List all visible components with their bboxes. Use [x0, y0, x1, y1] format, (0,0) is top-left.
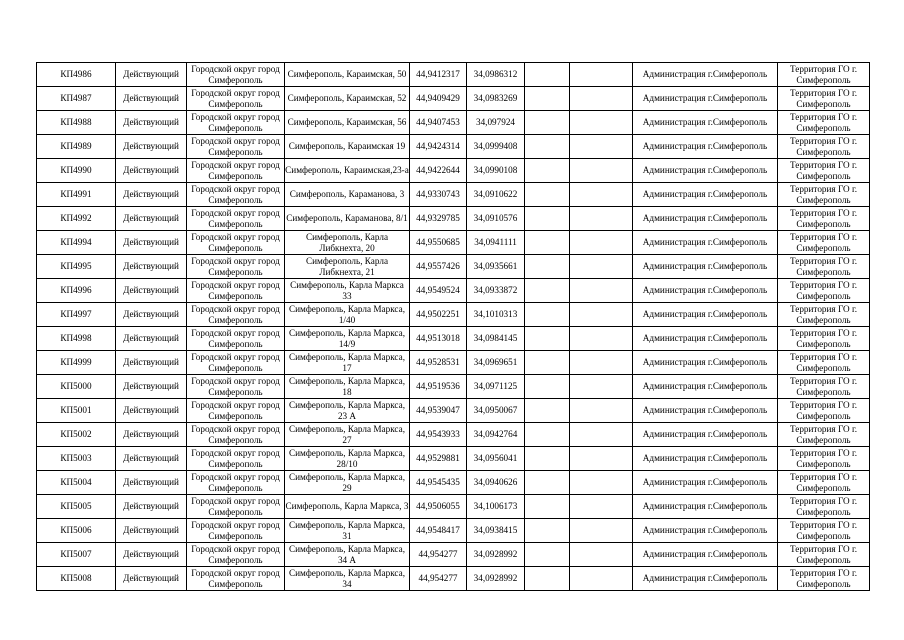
cell-territory: Территория ГО г. Симферополь [778, 399, 870, 423]
cell-territory: Территория ГО г. Симферополь [778, 183, 870, 207]
cell-address: Симферополь, Караманова, 3 [285, 183, 410, 207]
cell-district: Городской округ город Симферополь [187, 303, 285, 327]
cell-territory: Территория ГО г. Симферополь [778, 87, 870, 111]
cell-administration: Администрация г.Симферополь [633, 375, 778, 399]
cell-status: Действующий [116, 255, 187, 279]
cell-empty [570, 495, 633, 519]
cell-status: Действующий [116, 567, 187, 591]
cell-administration: Администрация г.Симферополь [633, 87, 778, 111]
cell-status: Действующий [116, 303, 187, 327]
cell-code: КП4992 [37, 207, 116, 231]
cell-longitude: 34,0969651 [467, 351, 525, 375]
cell-administration: Администрация г.Симферополь [633, 399, 778, 423]
cell-code: КП5006 [37, 519, 116, 543]
cell-longitude: 34,0956041 [467, 447, 525, 471]
cell-longitude: 34,0910576 [467, 207, 525, 231]
cell-administration: Администрация г.Симферополь [633, 351, 778, 375]
cell-district: Городской округ город Симферополь [187, 135, 285, 159]
cell-district: Городской округ город Симферополь [187, 519, 285, 543]
cell-latitude: 44,9506055 [410, 495, 467, 519]
cell-territory: Территория ГО г. Симферополь [778, 279, 870, 303]
cell-status: Действующий [116, 423, 187, 447]
cell-address: Симферополь, Карла Либкнехта, 20 [285, 231, 410, 255]
cell-longitude: 34,0938415 [467, 519, 525, 543]
cell-empty [525, 279, 570, 303]
cell-district: Городской округ город Симферополь [187, 63, 285, 87]
cell-latitude: 44,9502251 [410, 303, 467, 327]
cell-empty [525, 519, 570, 543]
cell-status: Действующий [116, 159, 187, 183]
cell-territory: Территория ГО г. Симферополь [778, 423, 870, 447]
cell-empty [525, 375, 570, 399]
cell-longitude: 34,0940626 [467, 471, 525, 495]
cell-longitude: 34,0942764 [467, 423, 525, 447]
cell-district: Городской округ город Симферополь [187, 423, 285, 447]
cell-address: Симферополь, Карла Маркса, 28/10 [285, 447, 410, 471]
cell-empty [570, 447, 633, 471]
cell-code: КП4999 [37, 351, 116, 375]
cell-district: Городской округ город Симферополь [187, 447, 285, 471]
table-row [37, 447, 870, 471]
cell-administration: Администрация г.Симферополь [633, 63, 778, 87]
cell-territory: Территория ГО г. Симферополь [778, 495, 870, 519]
cell-code: КП5004 [37, 471, 116, 495]
cell-administration: Администрация г.Симферополь [633, 543, 778, 567]
cell-longitude: 34,0971125 [467, 375, 525, 399]
cell-address: Симферополь, Караимская, 50 [285, 63, 410, 87]
cell-district: Городской округ город Симферополь [187, 327, 285, 351]
cell-code: КП4989 [37, 135, 116, 159]
cell-territory: Территория ГО г. Симферополь [778, 543, 870, 567]
cell-longitude: 34,0986312 [467, 63, 525, 87]
cell-district: Городской округ город Симферополь [187, 87, 285, 111]
cell-territory: Территория ГО г. Симферополь [778, 567, 870, 591]
cell-status: Действующий [116, 207, 187, 231]
cell-status: Действующий [116, 111, 187, 135]
cell-empty [570, 303, 633, 327]
cell-longitude: 34,0941111 [467, 231, 525, 255]
cell-empty [570, 279, 633, 303]
cell-empty [525, 183, 570, 207]
cell-empty [525, 327, 570, 351]
cell-empty [525, 111, 570, 135]
cell-status: Действующий [116, 63, 187, 87]
cell-empty [525, 495, 570, 519]
table-row [37, 63, 870, 87]
cell-empty [525, 447, 570, 471]
cell-address: Симферополь, Караимская 19 [285, 135, 410, 159]
cell-longitude: 34,0928992 [467, 567, 525, 591]
cell-empty [525, 303, 570, 327]
cell-status: Действующий [116, 135, 187, 159]
cell-district: Городской округ город Симферополь [187, 231, 285, 255]
cell-address: Симферополь, Карла Маркса, 1/40 [285, 303, 410, 327]
cell-longitude: 34,097924 [467, 111, 525, 135]
cell-empty [525, 543, 570, 567]
cell-code: КП4997 [37, 303, 116, 327]
cell-latitude: 44,9513018 [410, 327, 467, 351]
cell-code: КП4988 [37, 111, 116, 135]
cell-district: Городской округ город Симферополь [187, 111, 285, 135]
cell-territory: Территория ГО г. Симферополь [778, 375, 870, 399]
cell-territory: Территория ГО г. Симферополь [778, 231, 870, 255]
cell-code: КП5001 [37, 399, 116, 423]
cell-code: КП5005 [37, 495, 116, 519]
cell-latitude: 44,9557426 [410, 255, 467, 279]
cell-status: Действующий [116, 495, 187, 519]
cell-administration: Администрация г.Симферополь [633, 159, 778, 183]
cell-latitude: 44,9329785 [410, 207, 467, 231]
cell-district: Городской округ город Симферополь [187, 351, 285, 375]
cell-status: Действующий [116, 87, 187, 111]
cell-longitude: 34,1006173 [467, 495, 525, 519]
cell-empty [525, 351, 570, 375]
cell-empty [570, 471, 633, 495]
table-row [37, 135, 870, 159]
cell-status: Действующий [116, 519, 187, 543]
cell-territory: Территория ГО г. Симферополь [778, 255, 870, 279]
cell-empty [570, 255, 633, 279]
table-row [37, 399, 870, 423]
cell-address: Симферополь, Карла Маркса, 29 [285, 471, 410, 495]
cell-territory: Территория ГО г. Симферополь [778, 327, 870, 351]
cell-latitude: 44,9412317 [410, 63, 467, 87]
cell-administration: Администрация г.Симферополь [633, 231, 778, 255]
cell-empty [525, 471, 570, 495]
cell-status: Действующий [116, 327, 187, 351]
cell-latitude: 44,9330743 [410, 183, 467, 207]
cell-address: Симферополь, Карла Маркса, 18 [285, 375, 410, 399]
cell-district: Городской округ город Симферополь [187, 159, 285, 183]
cell-status: Действующий [116, 399, 187, 423]
cell-administration: Администрация г.Симферополь [633, 255, 778, 279]
cell-empty [525, 255, 570, 279]
table-row [37, 327, 870, 351]
cell-district: Городской округ город Симферополь [187, 255, 285, 279]
cell-empty [570, 351, 633, 375]
table-row [37, 423, 870, 447]
cell-code: КП4996 [37, 279, 116, 303]
cell-empty [525, 135, 570, 159]
cell-administration: Администрация г.Симферополь [633, 423, 778, 447]
cell-latitude: 44,954277 [410, 543, 467, 567]
cell-address: Симферополь, Карла Маркса, 3 [285, 495, 410, 519]
cell-code: КП5000 [37, 375, 116, 399]
cell-address: Симферополь, Караимская, 56 [285, 111, 410, 135]
cell-empty [525, 423, 570, 447]
cell-latitude: 44,9519536 [410, 375, 467, 399]
cell-longitude: 34,0983269 [467, 87, 525, 111]
cell-district: Городской округ город Симферополь [187, 279, 285, 303]
cell-longitude: 34,1010313 [467, 303, 525, 327]
cell-empty [570, 159, 633, 183]
cell-territory: Территория ГО г. Симферополь [778, 303, 870, 327]
cell-latitude: 44,9528531 [410, 351, 467, 375]
table-row [37, 543, 870, 567]
cell-latitude: 44,9545435 [410, 471, 467, 495]
cell-administration: Администрация г.Симферополь [633, 519, 778, 543]
cell-administration: Администрация г.Симферополь [633, 279, 778, 303]
cell-latitude: 44,9539047 [410, 399, 467, 423]
cell-code: КП5003 [37, 447, 116, 471]
table-row [37, 87, 870, 111]
table-row [37, 183, 870, 207]
cell-address: Симферополь, Карла Маркса, 34 [285, 567, 410, 591]
cell-longitude: 34,0928992 [467, 543, 525, 567]
cell-address: Симферополь, Карла Либкнехта, 21 [285, 255, 410, 279]
cell-empty [570, 135, 633, 159]
cell-code: КП4991 [37, 183, 116, 207]
cell-latitude: 44,9407453 [410, 111, 467, 135]
table-row [37, 495, 870, 519]
cell-code: КП5008 [37, 567, 116, 591]
table-row [37, 279, 870, 303]
cell-address: Симферополь, Карла Маркса, 27 [285, 423, 410, 447]
cell-administration: Администрация г.Симферополь [633, 327, 778, 351]
cell-latitude: 44,9549524 [410, 279, 467, 303]
cell-territory: Территория ГО г. Симферополь [778, 159, 870, 183]
cell-longitude: 34,0984145 [467, 327, 525, 351]
table-row [37, 255, 870, 279]
cell-empty [570, 327, 633, 351]
cell-latitude: 44,954277 [410, 567, 467, 591]
cell-territory: Территория ГО г. Симферополь [778, 471, 870, 495]
cell-code: КП4998 [37, 327, 116, 351]
cell-administration: Администрация г.Симферополь [633, 111, 778, 135]
cell-district: Городской округ город Симферополь [187, 567, 285, 591]
table-row [37, 519, 870, 543]
cell-empty [570, 423, 633, 447]
cell-status: Действующий [116, 375, 187, 399]
cell-empty [570, 231, 633, 255]
cell-district: Городской округ город Симферополь [187, 183, 285, 207]
cell-empty [570, 111, 633, 135]
cell-administration: Администрация г.Симферополь [633, 495, 778, 519]
cell-empty [570, 375, 633, 399]
cell-longitude: 34,0935661 [467, 255, 525, 279]
cell-empty [570, 183, 633, 207]
cell-address: Симферополь, Карла Маркса, 14/9 [285, 327, 410, 351]
cell-code: КП5007 [37, 543, 116, 567]
cell-administration: Администрация г.Симферополь [633, 135, 778, 159]
cell-empty [570, 207, 633, 231]
cell-code: КП4986 [37, 63, 116, 87]
cell-empty [570, 63, 633, 87]
cell-address: Симферополь, Караманова, 8/1 [285, 207, 410, 231]
table-row [37, 567, 870, 591]
table-row [37, 159, 870, 183]
cell-district: Городской округ город Симферополь [187, 375, 285, 399]
cell-territory: Территория ГО г. Симферополь [778, 207, 870, 231]
cell-administration: Администрация г.Симферополь [633, 183, 778, 207]
cell-longitude: 34,0990108 [467, 159, 525, 183]
table-row [37, 303, 870, 327]
cell-latitude: 44,9529881 [410, 447, 467, 471]
cell-address: Симферополь, Карла Маркса, 17 [285, 351, 410, 375]
registry-table-body [37, 63, 870, 591]
cell-code: КП4995 [37, 255, 116, 279]
cell-empty [525, 399, 570, 423]
cell-latitude: 44,9543933 [410, 423, 467, 447]
cell-district: Городской округ город Симферополь [187, 495, 285, 519]
cell-administration: Администрация г.Симферополь [633, 567, 778, 591]
cell-district: Городской округ город Симферополь [187, 543, 285, 567]
cell-address: Симферополь, Карла Маркса, 31 [285, 519, 410, 543]
cell-administration: Администрация г.Симферополь [633, 447, 778, 471]
cell-code: КП4987 [37, 87, 116, 111]
cell-status: Действующий [116, 183, 187, 207]
cell-code: КП4994 [37, 231, 116, 255]
cell-administration: Администрация г.Симферополь [633, 471, 778, 495]
cell-longitude: 34,0999408 [467, 135, 525, 159]
cell-address: Симферополь, Карла Маркса, 23 А [285, 399, 410, 423]
cell-longitude: 34,0933872 [467, 279, 525, 303]
cell-empty [570, 519, 633, 543]
cell-empty [525, 87, 570, 111]
cell-latitude: 44,9550685 [410, 231, 467, 255]
table-row [37, 231, 870, 255]
cell-empty [525, 567, 570, 591]
cell-district: Городской округ город Симферополь [187, 471, 285, 495]
cell-longitude: 34,0910622 [467, 183, 525, 207]
cell-address: Симферополь, Караимская,23-а [285, 159, 410, 183]
registry-table [36, 62, 870, 591]
table-row [37, 207, 870, 231]
cell-code: КП5002 [37, 423, 116, 447]
cell-administration: Администрация г.Симферополь [633, 207, 778, 231]
cell-status: Действующий [116, 543, 187, 567]
cell-status: Действующий [116, 447, 187, 471]
cell-status: Действующий [116, 279, 187, 303]
cell-territory: Территория ГО г. Симферополь [778, 447, 870, 471]
cell-territory: Территория ГО г. Симферополь [778, 135, 870, 159]
cell-empty [525, 207, 570, 231]
cell-territory: Территория ГО г. Симферополь [778, 519, 870, 543]
cell-empty [570, 399, 633, 423]
cell-status: Действующий [116, 471, 187, 495]
cell-status: Действующий [116, 351, 187, 375]
cell-address: Симферополь, Карла Маркса 33 [285, 279, 410, 303]
cell-empty [525, 63, 570, 87]
cell-latitude: 44,9548417 [410, 519, 467, 543]
cell-latitude: 44,9422644 [410, 159, 467, 183]
cell-district: Городской округ город Симферополь [187, 207, 285, 231]
cell-district: Городской округ город Симферополь [187, 399, 285, 423]
cell-address: Симферополь, Караимская, 52 [285, 87, 410, 111]
cell-status: Действующий [116, 231, 187, 255]
table-row [37, 471, 870, 495]
cell-territory: Территория ГО г. Симферополь [778, 111, 870, 135]
cell-empty [525, 231, 570, 255]
cell-empty [570, 543, 633, 567]
table-row [37, 111, 870, 135]
cell-empty [570, 87, 633, 111]
cell-latitude: 44,9409429 [410, 87, 467, 111]
table-row [37, 375, 870, 399]
cell-territory: Территория ГО г. Симферополь [778, 63, 870, 87]
cell-empty [525, 159, 570, 183]
cell-address: Симферополь, Карла Маркса, 34 А [285, 543, 410, 567]
cell-administration: Администрация г.Симферополь [633, 303, 778, 327]
cell-empty [570, 567, 633, 591]
cell-code: КП4990 [37, 159, 116, 183]
cell-territory: Территория ГО г. Симферополь [778, 351, 870, 375]
cell-latitude: 44,9424314 [410, 135, 467, 159]
table-row [37, 351, 870, 375]
cell-longitude: 34,0950067 [467, 399, 525, 423]
